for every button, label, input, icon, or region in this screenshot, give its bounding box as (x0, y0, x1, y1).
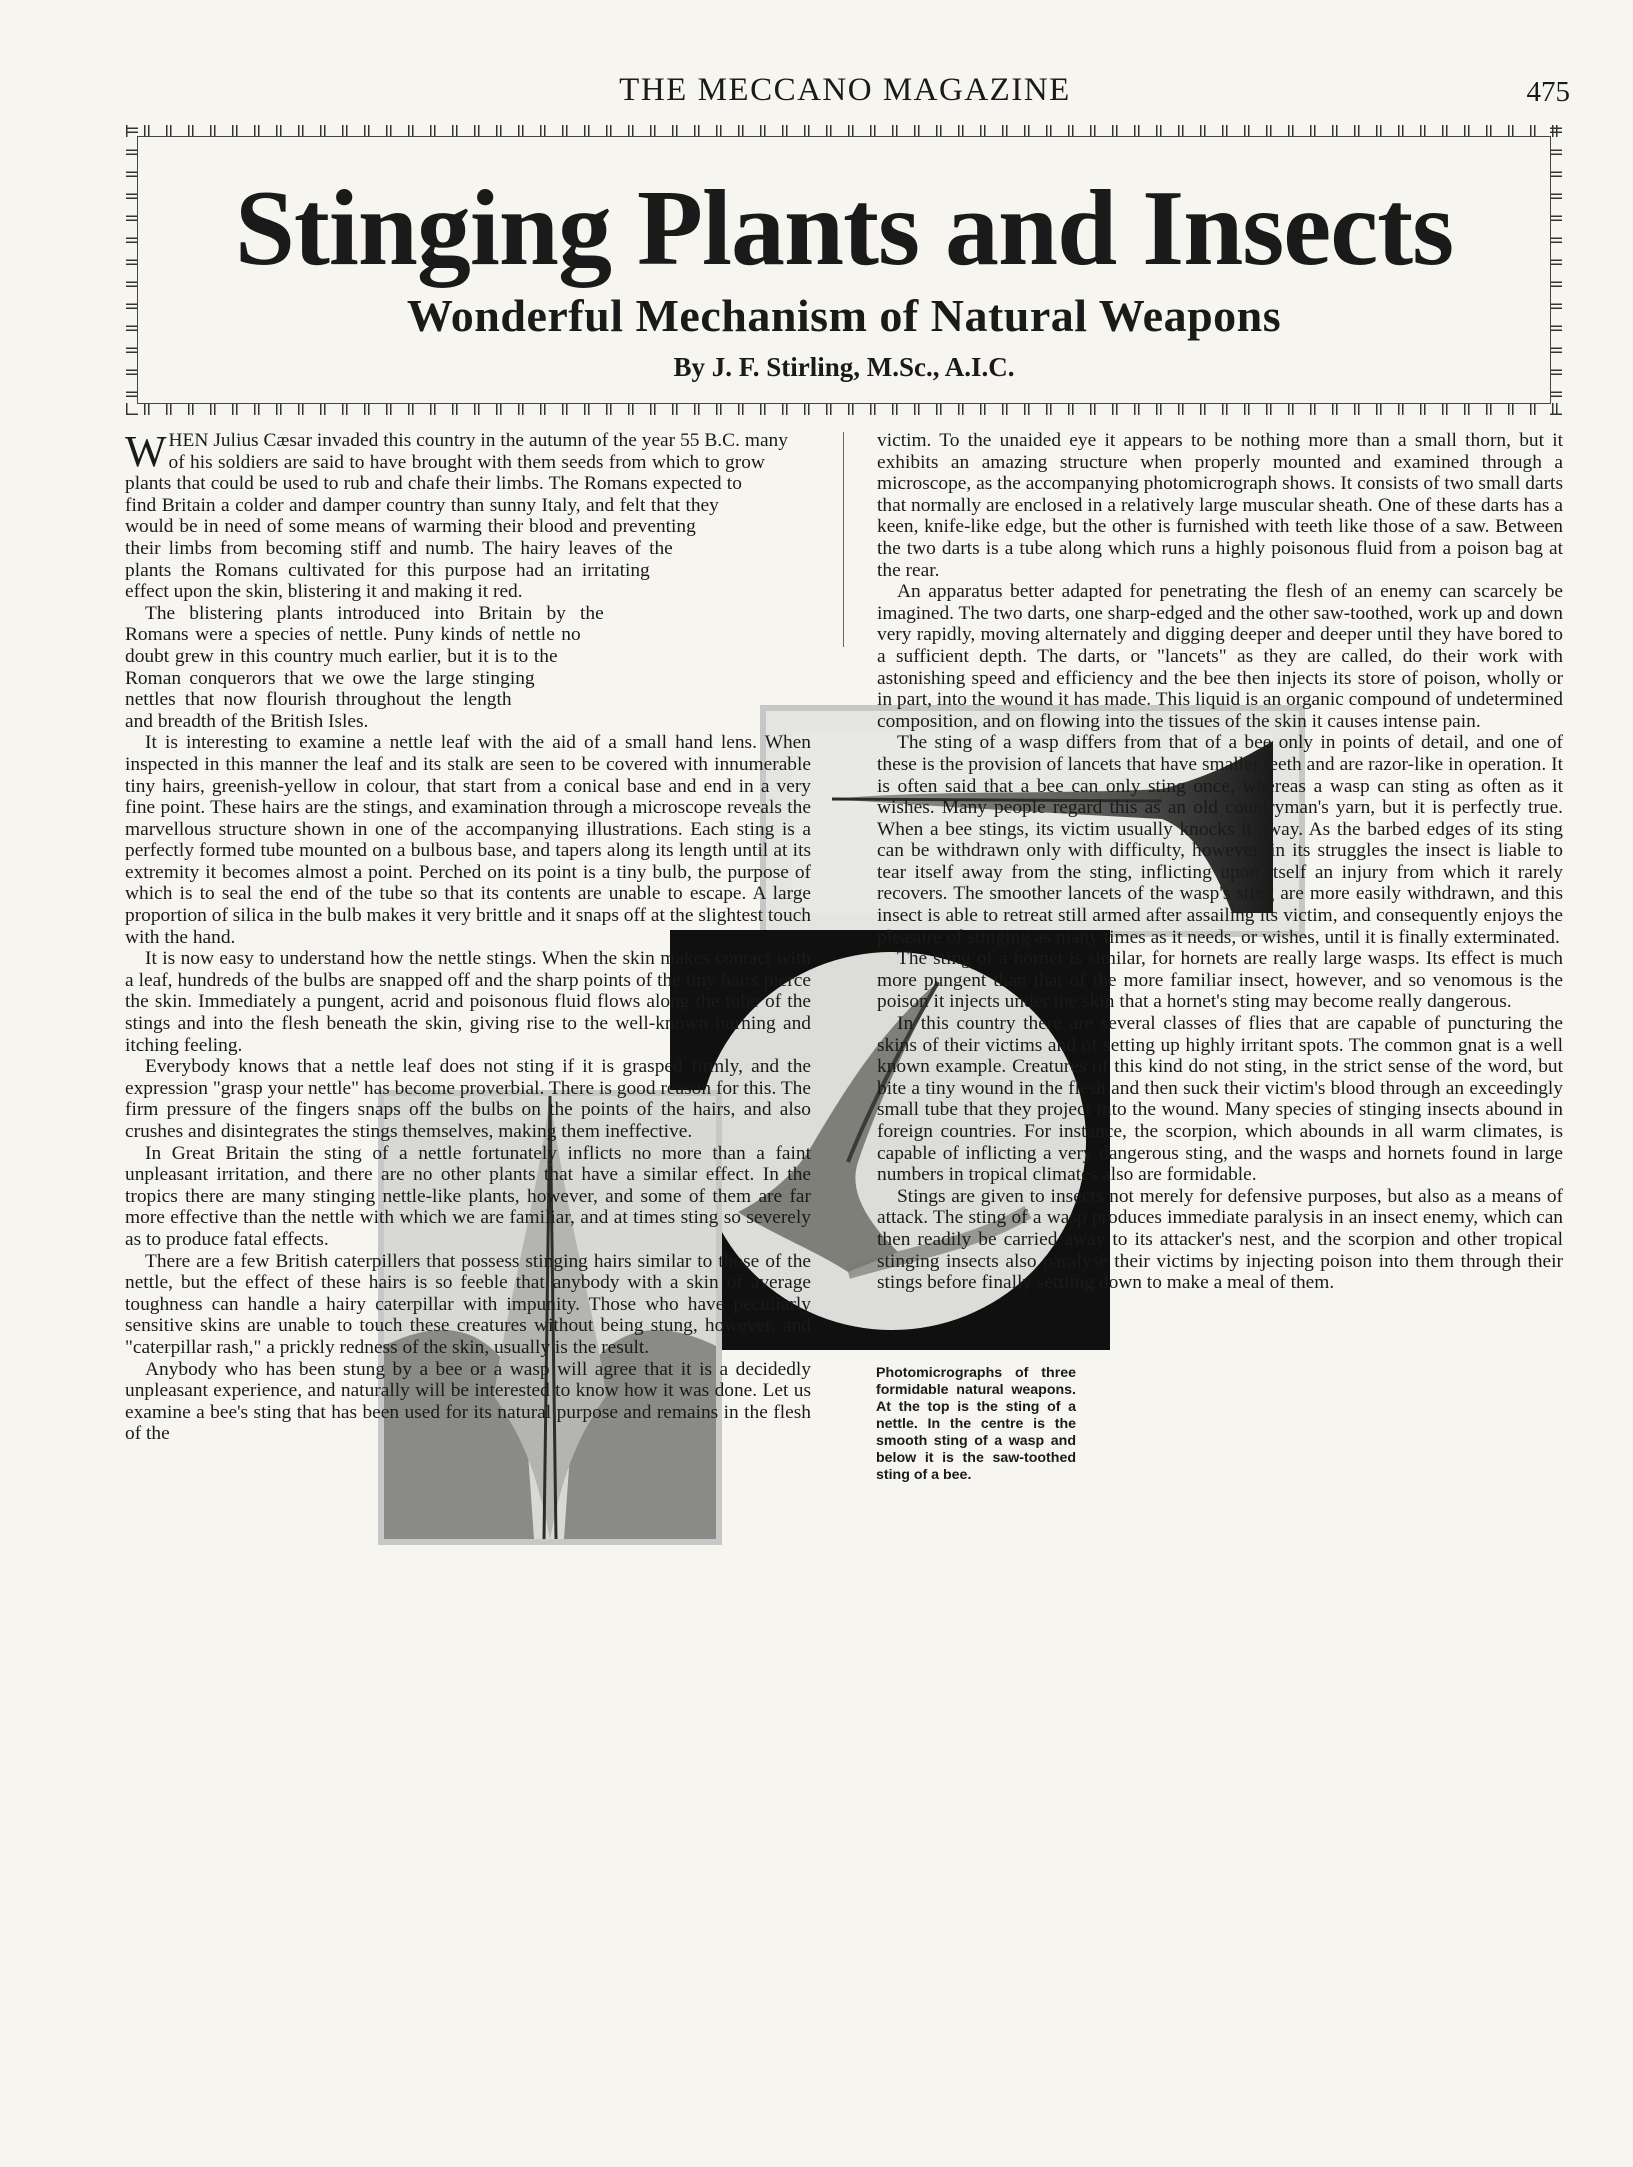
drop-cap: W (125, 427, 167, 476)
paragraph-6: In Great Britain the sting of a nettle fortunately inflicts no more than a faint unpleasant irritation, and there are no other plants that have a similar effect. In the tropics there are many stinging nettle-like plants, however, and some of them are far more effective than the nettle with which we are familiar, and at times sting so severely as to produce fatal effects. (125, 1142, 811, 1250)
paragraph-2: The blistering plants introduced into Britain by the Romans were a species of nettle. Puny kinds of nettle no doubt grew in this country much earlier, but it is to the Roman conquerors that we owe the large stinging nettles that now flourish throughout the length and breadth of the British Isles. (125, 602, 604, 732)
paragraph-9: victim. To the unaided eye it appears to be nothing more than a small thorn, but it exhibits an amazing structure when properly mounted and examined through a microscope, as the accompanying photomicrograph shows. It consists of two small darts that normally are enclosed in a relatively large muscular sheath. One of these darts has a keen, knife-like edge, but the other is furnished with teeth like those of a saw. Between the two darts is a tube along which runs a highly poisonous fluid from a poison bag at the rear. (877, 430, 1563, 581)
paragraph-8: Anybody who has been stung by a bee or a wasp will agree that it is a decidedly unpleasant experience, and naturally will be interested to know how it was done. Let us examine a bee's sting that has been used for its natural purpose and remains in the flesh of the (125, 1358, 811, 1445)
right-column (877, 430, 1563, 2050)
magazine-title: THE MECCANO MAGAZINE (619, 72, 1071, 108)
page-number: 475 (1526, 76, 1570, 108)
article-title: Stinging Plants and Insects (234, 169, 1454, 288)
paragraph-10: An apparatus better adapted for penetrating the flesh of an enemy can scarcely be imagined. The two darts, one sharp-edged and the other saw-toothed, work up and down very rapidly, moving alternately and digging deeper and deeper until they have bored to a sufficient depth. The darts, or "lancets" as they are called, do their work with astonishing speed and efficiency and the bee then injects its store of poison, wholly or in part, into the wound it has made. This liquid is an organic compound of undetermined composition, and on flowing into the tissues of the skin it causes intense pain. (877, 581, 1563, 732)
paragraph-13: In this country there are several classes of flies that are capable of puncturing the skins of their victims and of setting up highly irritant spots. The common gnat is a well known example. Creatures of this kind do not sting, in the strict sense of the word, but bite a tiny wound in the flesh and then suck their victim's blood through an exceedingly small tube that they project into the wound. Many species of stinging insects abound in foreign countries. For instance, the scorpion, which abounds in all warm climates, is capable of inflicting a very dangerous sting, and the wasps and hornets found in large numbers in tropical climates also are formidable. (877, 1013, 1563, 1186)
title-box (126, 125, 1562, 415)
left-column (125, 427, 811, 2050)
paragraph-14: Stings are given to insects not merely for defensive purposes, but also as a means of attack. The sting of a wasp produces immediate paralysis in an insect enemy, which can then readily be carried away to its attacker's nest, and the scorpion and other tropical stinging insects also paralyse their victims by injecting poison into them through their stings before finally settling down to make a meal of them. (877, 1185, 1563, 1294)
paragraph-12: The sting of a hornet is similar, for hornets are really large wasps. Its effect is much more pungent than that of the more familiar insect, however, and so venomous is the poison it injects under the skin that a hornet's sting may become really dangerous. (877, 948, 1563, 1013)
column-divider (843, 432, 844, 647)
paragraph-3: It is interesting to examine a nettle leaf with the aid of a small hand lens. When inspected in this manner the leaf and its stalk are seen to be covered with innumerable tiny hairs, greenish-yellow in colour, that start from a conical base and end in a very fine point. These hairs are the stings, and examination through a microscope reveals the marvellous structure shown in one of the accompanying illustrations. Each sting is a perfectly formed tube mounted on a bulbous base, and tapers along its length until at its extremity it becomes almost a point. Perched on its point is a tiny bulb, the purpose of which is to seal the end of the tube so that its contents are unable to escape. A large proportion of silica in the bulb makes it very brittle and it snaps off at the slightest touch with the hand. (125, 732, 811, 948)
running-head (120, 72, 1570, 118)
paragraph-4: It is now easy to understand how the nettle stings. When the skin makes contact with a leaf, hundreds of the bulbs are snapped off and the sharp points of the tiny hairs pierce the skin. Immediately a pungent, acrid and poisonous fluid flows along the tube of the stings and into the flesh beneath the skin, giving rise to the well-known burning and itching feeling. (125, 948, 811, 1056)
article-byline: By J. F. Stirling, M.Sc., A.I.C. (673, 352, 1015, 382)
article-subtitle: Wonderful Mechanism of Natural Weapons (406, 290, 1282, 341)
paragraph-7: There are a few British caterpillers that possess stinging hairs similar to those of the nettle, but the effect of these hairs is so feeble that anybody with a skin of average toughness can handle a hairy caterpillar with impunity. Those who have peculiarly sensitive skins are unable to touch these creatures without being stung, however, and "caterpillar rash," a prickly redness of the skin, usually is the result. (125, 1250, 811, 1358)
figure-caption: Photomicrographs of three formidable natural weapons. At the top is the sting of a nettle. In the centre is the smooth sting of a wasp and below it is the saw-toothed sting of a bee. (876, 1365, 1076, 1483)
paragraph-1-text: HEN Julius Cæsar invaded this country in the autumn of the year 55 B.C. many of his soldiers are said to have brought with them seeds from which to grow plants that could be used to rub and chafe their limbs. The Romans expected to find Britain a colder and damper country than sunny Italy, and felt that they would be in need of some means of warming their blood and preventing their limbs from becoming stiff and numb. The hairy leaves of the plants the Romans cultivated for this purpose had an irritating effect upon the skin, blistering it and making it red. (125, 430, 788, 603)
paragraph-11: The sting of a wasp differs from that of a bee only in points of detail, and one of these is the provision of lancets that have smaller teeth and are razor-like in operation. It is often said that a bee can only sting once, whereas a wasp can sting as often as it wishes. Many people regard this as an old countryman's yarn, but it is perfectly true. When a bee stings, its victim usually knocks it away. As the barbed edges of its sting can be withdrawn only with difficulty, however, in its struggles the insect is liable to tear itself away from the sting, inflicting upon itself an injury from which it rarely recovers. The smoother lancets of the wasp's sting are more easily withdrawn, and this insect is able to retreat still armed after assailing its victim, and consequently enjoys the pleasure of stinging as many times as it needs, or wishes, until it is finally exterminated. (877, 732, 1563, 948)
paragraph-5: Everybody knows that a nettle leaf does not sting if it is grasped firmly, and the expression "grasp your nettle" has become proverbial. There is good reason for this. The firm pressure of the fingers snaps off the bulbs on the points of the hairs, and also crushes and disintegrates the stings themselves, making them ineffective. (125, 1056, 811, 1142)
